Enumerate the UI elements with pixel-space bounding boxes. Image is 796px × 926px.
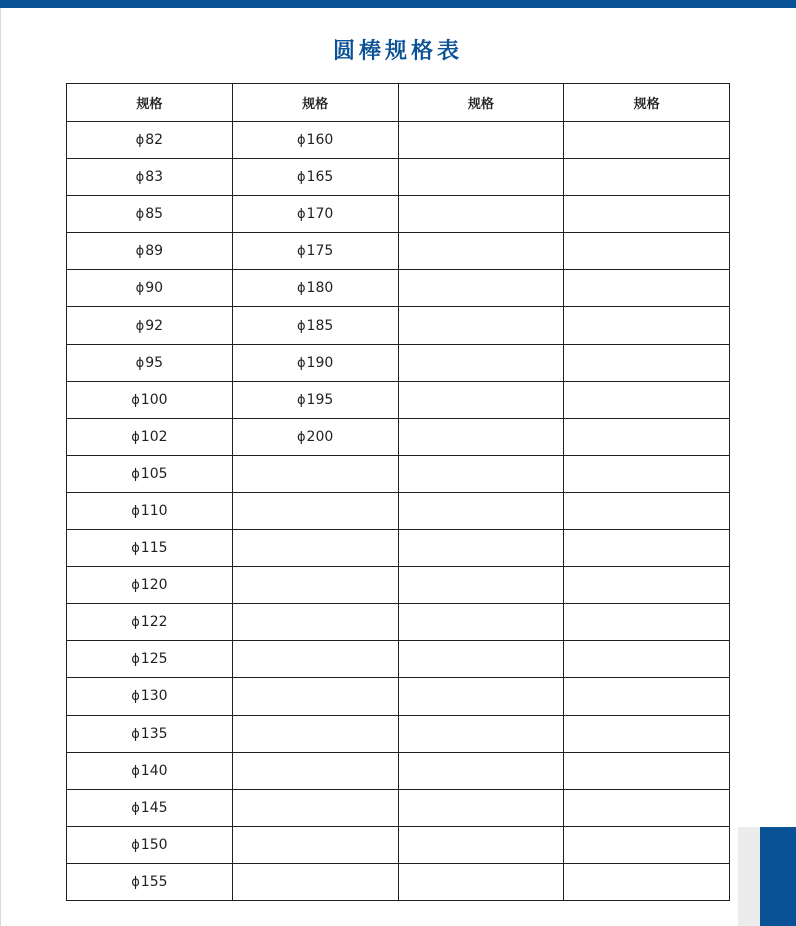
diameter-symbol: ϕ	[131, 429, 140, 445]
diameter-value: 160	[306, 132, 334, 149]
table-cell	[398, 418, 564, 455]
table-cell	[67, 307, 233, 344]
diameter-symbol: ϕ	[131, 503, 140, 519]
table-cell	[67, 492, 233, 529]
diameter-symbol: ϕ	[131, 541, 140, 557]
table-cell	[67, 678, 233, 715]
table-cell	[564, 418, 730, 455]
table-cell	[67, 381, 233, 418]
diameter-value: 145	[140, 799, 168, 816]
table-cell	[67, 567, 233, 604]
diameter-value: 130	[140, 688, 168, 705]
table-cell	[564, 196, 730, 233]
table-cell	[564, 307, 730, 344]
table-cell	[67, 159, 233, 196]
diameter-symbol: ϕ	[296, 281, 306, 297]
diameter-symbol: ϕ	[296, 207, 306, 223]
diameter-symbol: ϕ	[131, 652, 140, 668]
table-row	[67, 752, 730, 789]
table-row	[67, 604, 730, 641]
table-cell	[564, 863, 730, 900]
table-cell	[232, 789, 398, 826]
table-cell	[564, 233, 730, 270]
diameter-symbol: ϕ	[131, 763, 140, 779]
table-row	[67, 196, 730, 233]
table-cell	[398, 863, 564, 900]
table-cell	[564, 826, 730, 863]
table-cell	[398, 789, 564, 826]
table-row	[67, 159, 730, 196]
table-cell	[564, 678, 730, 715]
table-cell	[232, 863, 398, 900]
table-cell	[398, 159, 564, 196]
table-cell	[67, 455, 233, 492]
table-cell	[398, 604, 564, 641]
page-left-border	[0, 8, 1, 926]
diameter-symbol: ϕ	[135, 318, 145, 334]
diameter-symbol: ϕ	[131, 874, 140, 890]
diameter-value: 125	[140, 651, 168, 668]
table-cell	[564, 715, 730, 752]
diameter-symbol: ϕ	[131, 392, 140, 408]
table-cell	[398, 752, 564, 789]
table-cell	[67, 418, 233, 455]
table-cell	[398, 122, 564, 159]
table-cell	[564, 530, 730, 567]
table-cell	[564, 641, 730, 678]
table-row	[67, 826, 730, 863]
table-cell	[564, 344, 730, 381]
diameter-value: 200	[306, 428, 334, 445]
table-cell	[67, 604, 233, 641]
table-cell	[232, 307, 398, 344]
diameter-value: 190	[306, 354, 334, 371]
table-cell	[67, 122, 233, 159]
table-row	[67, 233, 730, 270]
column-header: 规格	[232, 84, 398, 122]
diameter-value: 122	[140, 614, 168, 631]
table-row	[67, 567, 730, 604]
diameter-symbol: ϕ	[135, 170, 145, 186]
diameter-symbol: ϕ	[131, 615, 140, 631]
table-cell	[232, 678, 398, 715]
table-cell	[232, 418, 398, 455]
table-cell	[232, 530, 398, 567]
table-cell	[398, 455, 564, 492]
diameter-value: 185	[306, 317, 334, 334]
diameter-value: 95	[145, 354, 164, 371]
table-cell	[564, 455, 730, 492]
table-cell	[232, 604, 398, 641]
diameter-value: 115	[140, 540, 168, 557]
diameter-symbol: ϕ	[296, 133, 306, 149]
table-cell	[232, 567, 398, 604]
table-cell	[232, 233, 398, 270]
table-row	[67, 789, 730, 826]
table-cell	[564, 270, 730, 307]
diameter-value: 83	[145, 169, 164, 186]
table-row	[67, 418, 730, 455]
diameter-value: 120	[140, 577, 168, 594]
table-cell	[232, 196, 398, 233]
diameter-value: 135	[140, 725, 168, 742]
table-cell	[564, 752, 730, 789]
table-cell	[398, 196, 564, 233]
diameter-value: 105	[140, 465, 168, 482]
table-cell	[564, 492, 730, 529]
table-cell	[232, 381, 398, 418]
table-row	[67, 530, 730, 567]
table-cell	[67, 344, 233, 381]
diameter-symbol: ϕ	[296, 429, 306, 445]
table-cell	[398, 678, 564, 715]
page-title: 圆棒规格表	[332, 39, 463, 64]
table-row	[67, 381, 730, 418]
table-cell	[398, 344, 564, 381]
diameter-value: 85	[145, 206, 164, 223]
table-cell	[67, 789, 233, 826]
diameter-symbol: ϕ	[131, 466, 140, 482]
table-cell	[232, 270, 398, 307]
diameter-symbol: ϕ	[131, 578, 140, 594]
table-row	[67, 715, 730, 752]
table-cell	[232, 159, 398, 196]
table-cell	[67, 196, 233, 233]
table-cell	[232, 641, 398, 678]
diameter-value: 89	[145, 243, 164, 260]
table-cell	[398, 270, 564, 307]
table-cell	[398, 641, 564, 678]
diameter-value: 140	[140, 762, 168, 779]
table-cell	[67, 863, 233, 900]
diameter-symbol: ϕ	[135, 244, 145, 260]
table-cell	[232, 122, 398, 159]
table-cell	[398, 530, 564, 567]
table-cell	[564, 381, 730, 418]
diameter-value: 195	[306, 391, 334, 408]
table-cell	[232, 344, 398, 381]
diameter-symbol: ϕ	[135, 133, 145, 149]
table-row	[67, 122, 730, 159]
table-row	[67, 492, 730, 529]
table-cell	[398, 492, 564, 529]
table-cell	[398, 233, 564, 270]
diameter-symbol: ϕ	[296, 244, 306, 260]
column-header: 规格	[398, 84, 564, 122]
diameter-symbol: ϕ	[296, 392, 306, 408]
table-cell	[398, 307, 564, 344]
table-cell	[67, 752, 233, 789]
diameter-symbol: ϕ	[135, 281, 145, 297]
column-header: 规格	[67, 84, 233, 122]
table-row	[67, 863, 730, 900]
diameter-value: 170	[306, 206, 334, 223]
diameter-symbol: ϕ	[131, 800, 140, 816]
table-cell	[232, 752, 398, 789]
table-row	[67, 641, 730, 678]
table-cell	[564, 122, 730, 159]
diameter-symbol: ϕ	[131, 837, 140, 853]
table-row	[67, 455, 730, 492]
table-header-row	[67, 84, 730, 122]
table-cell	[67, 233, 233, 270]
column-header: 规格	[564, 84, 730, 122]
table-row	[67, 678, 730, 715]
diameter-value: 82	[145, 132, 164, 149]
table-cell	[67, 641, 233, 678]
table-cell	[232, 455, 398, 492]
page-edge-tab-light	[738, 827, 760, 926]
diameter-value: 175	[306, 243, 334, 260]
diameter-symbol: ϕ	[131, 726, 140, 742]
diameter-symbol: ϕ	[131, 689, 140, 705]
diameter-value: 110	[140, 502, 168, 519]
diameter-symbol: ϕ	[296, 318, 306, 334]
diameter-symbol: ϕ	[296, 355, 306, 371]
table-cell	[564, 789, 730, 826]
page-edge-tab	[760, 827, 796, 926]
table-row	[67, 307, 730, 344]
diameter-value: 92	[145, 317, 164, 334]
table-cell	[232, 492, 398, 529]
top-accent-bar	[0, 0, 796, 8]
diameter-value: 155	[140, 873, 168, 890]
diameter-symbol: ϕ	[296, 170, 306, 186]
table-row	[67, 344, 730, 381]
table-cell	[67, 530, 233, 567]
table-cell	[398, 715, 564, 752]
diameter-value: 102	[140, 428, 168, 445]
diameter-value: 180	[306, 280, 334, 297]
table-cell	[232, 715, 398, 752]
table-cell	[398, 381, 564, 418]
table-cell	[232, 826, 398, 863]
table-cell	[564, 159, 730, 196]
diameter-value: 165	[306, 169, 334, 186]
table-row	[67, 270, 730, 307]
table-cell	[67, 715, 233, 752]
diameter-value: 150	[140, 836, 168, 853]
diameter-symbol: ϕ	[135, 355, 145, 371]
diameter-symbol: ϕ	[135, 207, 145, 223]
table-cell	[398, 826, 564, 863]
table-cell	[67, 270, 233, 307]
table-cell	[67, 826, 233, 863]
table-cell	[564, 567, 730, 604]
spec-table	[66, 83, 730, 901]
diameter-value: 100	[140, 391, 168, 408]
table-cell	[398, 567, 564, 604]
diameter-value: 90	[145, 280, 164, 297]
table-cell	[564, 604, 730, 641]
